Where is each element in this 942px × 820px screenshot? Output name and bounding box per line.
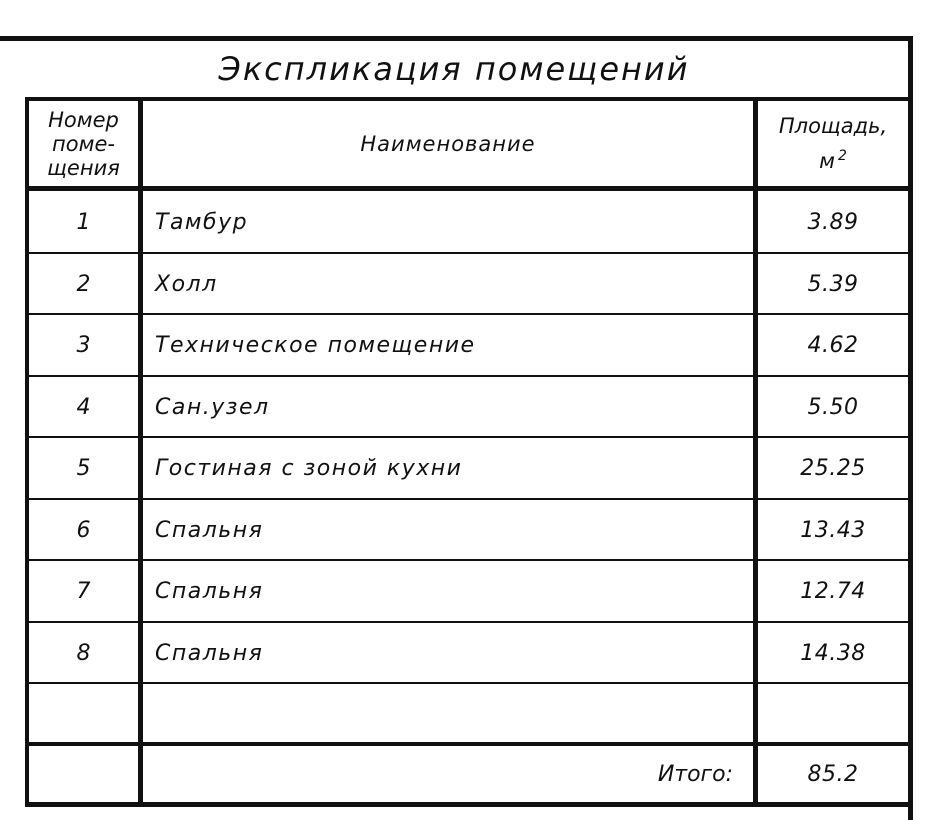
room-number: 5 [76, 455, 91, 481]
room-number: 1 [76, 209, 91, 235]
room-area: 4.62 [807, 332, 859, 358]
room-number: 8 [76, 640, 91, 666]
header-number-line-2: поме- [52, 131, 115, 156]
header-area-unit [819, 141, 847, 176]
header-area-unit-base: м [819, 149, 835, 173]
room-number: 7 [76, 578, 91, 604]
frame-right-border [908, 36, 913, 820]
room-number: 3 [76, 332, 91, 358]
room-name: Холл [155, 271, 218, 297]
room-name: Сан.узел [155, 394, 270, 420]
table-bottom-line [25, 802, 913, 807]
header-number-line-1: Номер [48, 107, 119, 132]
room-number: 2 [76, 271, 91, 297]
header-area-label: Площадь, [778, 114, 888, 138]
header-area [758, 101, 908, 186]
room-area: 14.38 [800, 640, 866, 666]
room-number: 6 [76, 517, 91, 543]
total-value: 85.2 [807, 761, 859, 787]
room-name: Тамбур [155, 209, 249, 235]
room-number: 4 [76, 394, 91, 420]
header-name: Наименование [360, 131, 536, 156]
room-name: Спальня [155, 578, 264, 604]
room-area: 25.25 [800, 455, 866, 481]
room-area: 5.39 [807, 271, 859, 297]
room-area: 12.74 [800, 578, 866, 604]
room-name: Спальня [155, 640, 264, 666]
total-label: Итого: [657, 761, 733, 787]
room-name: Гостиная с зоной кухни [155, 455, 463, 481]
room-area: 3.89 [807, 209, 859, 235]
document-title: Экспликация помещений [218, 50, 690, 88]
header-number-line-3: щения [47, 155, 120, 180]
header-number [29, 101, 138, 186]
room-name: Спальня [155, 517, 264, 543]
room-name: Техническое помещение [155, 332, 476, 358]
room-area: 5.50 [807, 394, 859, 420]
header-area-unit-power: 2 [837, 148, 847, 164]
room-area: 13.43 [800, 517, 866, 543]
